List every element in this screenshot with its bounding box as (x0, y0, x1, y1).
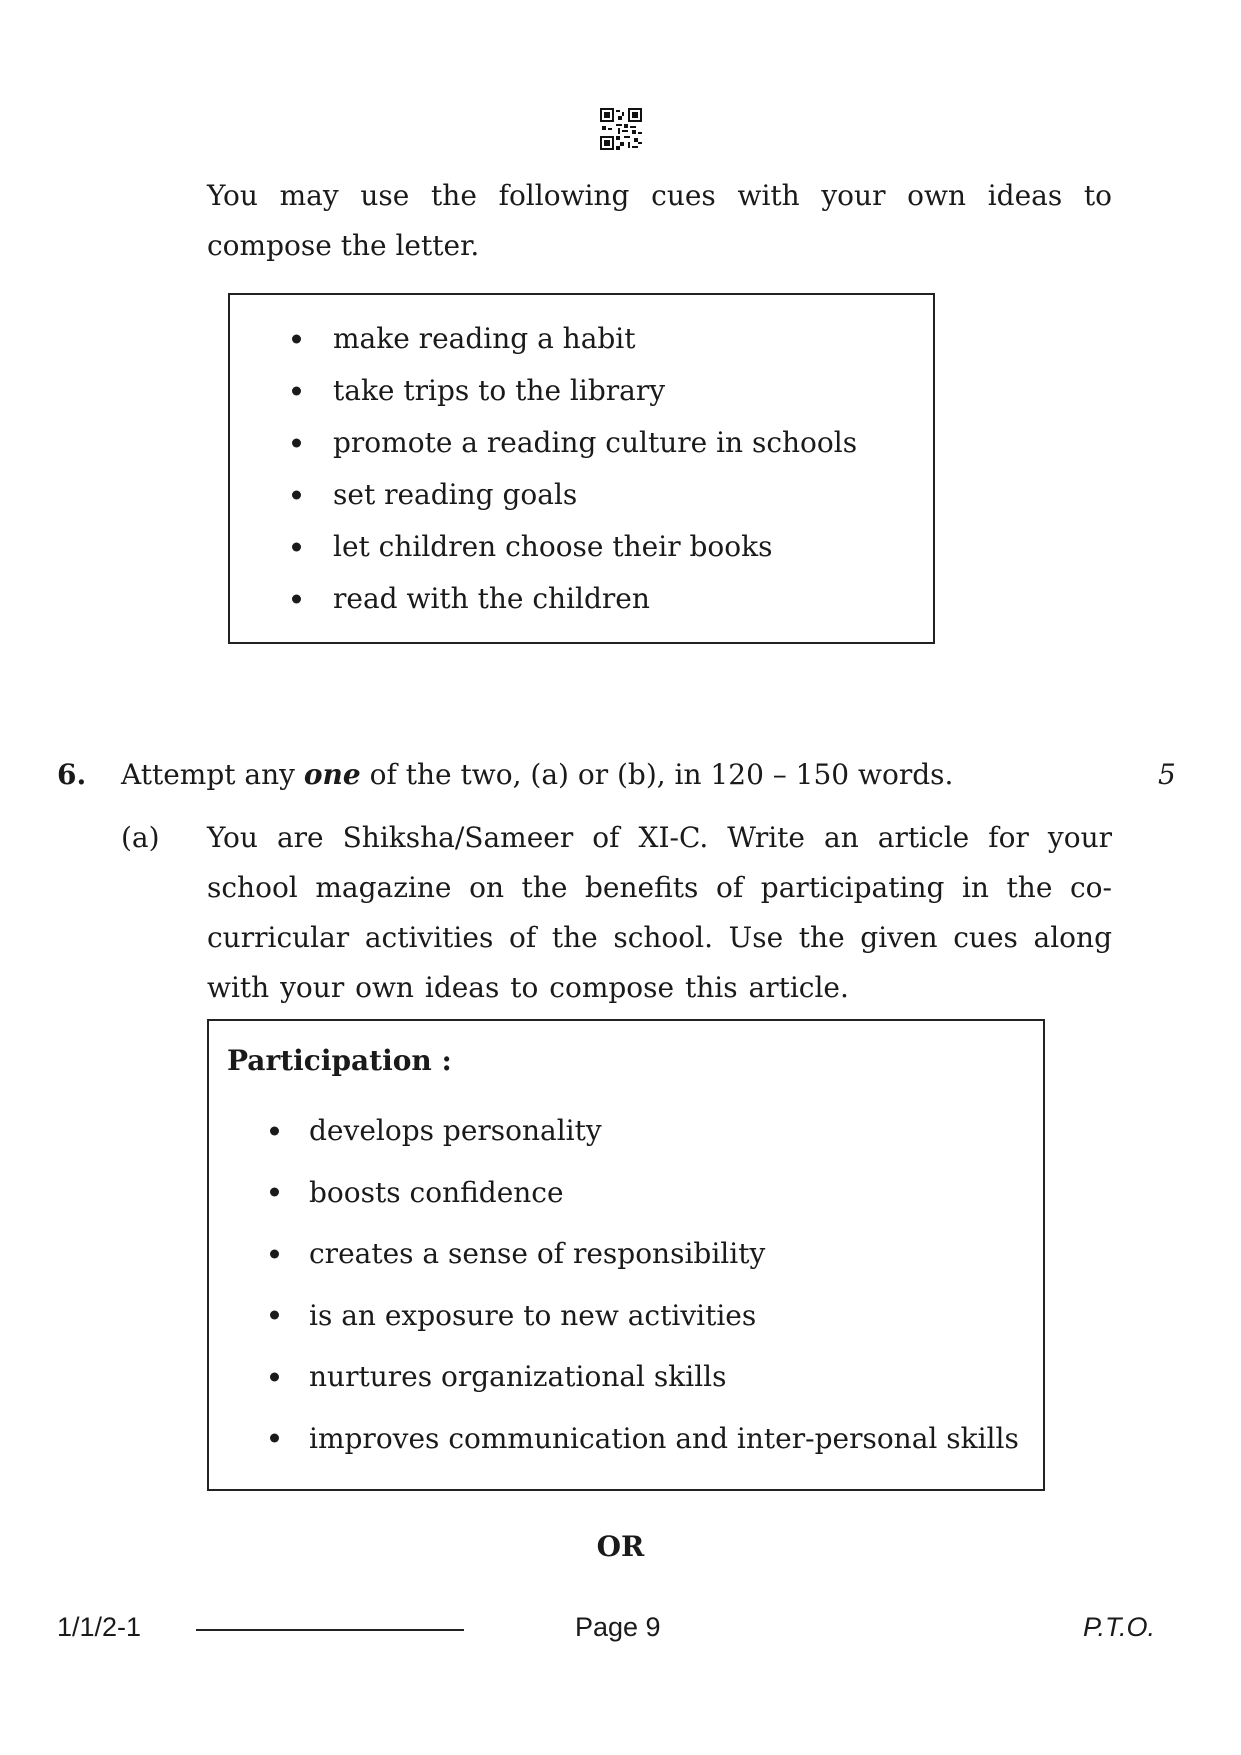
cues-list-article (270, 1100, 1030, 1469)
bullet-icon (270, 1249, 279, 1258)
bullet-icon (270, 1372, 279, 1381)
question-number: 6. (57, 758, 87, 791)
cues-list-letter (292, 313, 912, 625)
cues-box-article (207, 1019, 1045, 1491)
bullet-icon (270, 1188, 279, 1197)
bullet-icon (292, 491, 301, 500)
participation-heading: Participation : (227, 1044, 452, 1077)
bullet-icon (270, 1434, 279, 1443)
question-instruction: Attempt any one of the two, (a) or (b), in 120 – 150 words. (121, 758, 954, 791)
or-separator: OR (596, 1530, 645, 1563)
intro-paragraph (207, 171, 1112, 271)
footer-page-number: Page 9 (575, 1612, 661, 1642)
intro-text: You may use the following cues with your own ideas to compose the letter. (207, 179, 1112, 262)
list-item: take trips to the library (292, 365, 912, 417)
bullet-icon (292, 439, 301, 448)
bullet-icon (292, 335, 301, 344)
list-item: make reading a habit (292, 313, 912, 365)
cues-box-letter (228, 293, 935, 644)
list-item: improves communication and inter-personal skills (270, 1408, 1030, 1470)
list-item: nurtures organizational skills (270, 1346, 1030, 1408)
footer-code: 1/1/2-1 (57, 1612, 142, 1642)
emphasis-one: one (303, 758, 361, 791)
bullet-icon (292, 543, 301, 552)
list-item: is an exposure to new activities (270, 1285, 1030, 1347)
list-item: boosts confidence (270, 1162, 1030, 1224)
list-item: develops personality (270, 1100, 1030, 1162)
footer-pto: P.T.O. (1083, 1612, 1156, 1642)
footer-rule (196, 1629, 464, 1631)
bullet-icon (292, 595, 301, 604)
part-a-label: (a) (121, 821, 160, 854)
list-item: set reading goals (292, 469, 912, 521)
list-item: let children choose their books (292, 521, 912, 573)
qr-code-icon (600, 108, 642, 150)
question-marks: 5 (1158, 758, 1176, 791)
bullet-icon (270, 1126, 279, 1135)
list-item: promote a reading culture in schools (292, 417, 912, 469)
part-a-paragraph: You are Shiksha/Sameer of XI-C. Write an article for your school magazine on the benefits of participating in the co-curricular activities of the school. Use the given cues along with your own ideas to compose this article. (207, 821, 1112, 1004)
bullet-icon (292, 387, 301, 396)
list-item: creates a sense of responsibility (270, 1223, 1030, 1285)
bullet-icon (270, 1311, 279, 1320)
list-item: read with the children (292, 573, 912, 625)
